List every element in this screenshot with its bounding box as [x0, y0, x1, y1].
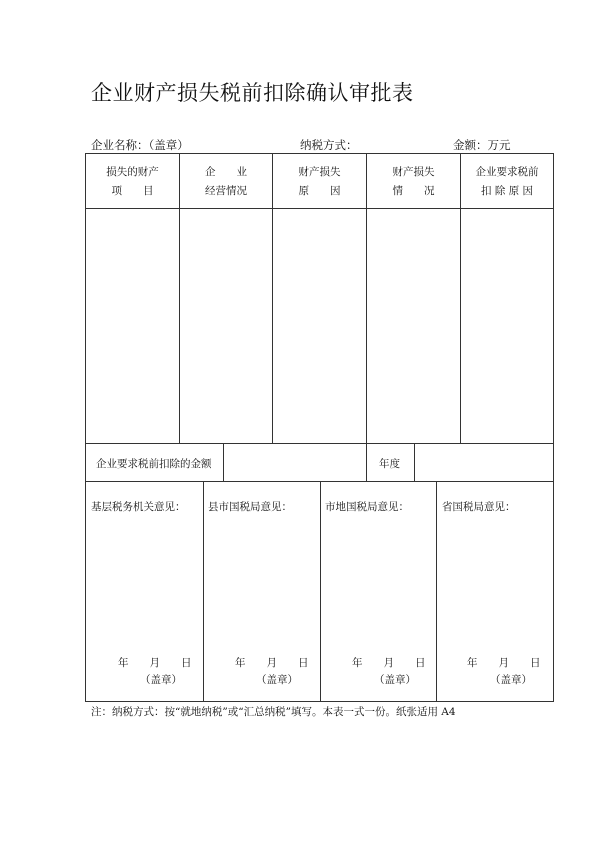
table-bottom-border [85, 701, 554, 702]
county-seal: （盖章） [256, 674, 298, 686]
detail-row-border [85, 443, 554, 444]
province-seal: （盖章） [490, 674, 532, 686]
table-left-border [85, 153, 86, 702]
amount-divider [366, 443, 367, 481]
amount-divider [414, 443, 415, 481]
header-business-status: 企 业 经营情况 [205, 166, 247, 197]
table-top-border [85, 153, 554, 154]
province-date: 年 月 日 [467, 657, 541, 669]
opinion-divider [436, 481, 437, 701]
year-label: 年度 [379, 458, 400, 470]
header-loss-situation: 财产损失 情 况 [392, 166, 435, 197]
opinion-divider [203, 481, 204, 701]
header-property-item: 损失的财产 项 目 [106, 166, 159, 197]
footnote: 注：纳税方式：按“就地纳税”或“汇总纳税”填写。本表一式一份。纸张适用 A4 [91, 706, 456, 718]
grassroots-date: 年 月 日 [118, 657, 192, 669]
county-date: 年 月 日 [235, 657, 309, 669]
amount-unit-label: 金额：万元 [453, 138, 511, 152]
deduction-amount-label: 企业要求税前扣除的金额 [96, 458, 212, 470]
company-name-label: 企业名称：（盖章） [91, 138, 189, 152]
county-opinion-label: 县市国税局意见： [208, 501, 292, 513]
city-seal: （盖章） [374, 674, 416, 686]
header-loss-cause: 财产损失 原 因 [298, 166, 341, 197]
header-deduction-reason: 企业要求税前 扣 除 原 因 [475, 166, 539, 197]
tax-method-label: 纳税方式： [300, 138, 358, 152]
city-date: 年 月 日 [352, 657, 426, 669]
amount-divider [223, 443, 224, 481]
grassroots-seal: （盖章） [140, 674, 182, 686]
header-row-border [85, 208, 554, 209]
table-right-border [553, 153, 554, 702]
province-opinion-label: 省国税局意见： [442, 501, 516, 513]
city-opinion-label: 市地国税局意见： [325, 501, 409, 513]
opinion-divider [320, 481, 321, 701]
form-title: 企业财产损失税前扣除确认审批表 [91, 81, 414, 105]
grassroots-opinion-label: 基层税务机关意见： [91, 501, 186, 513]
